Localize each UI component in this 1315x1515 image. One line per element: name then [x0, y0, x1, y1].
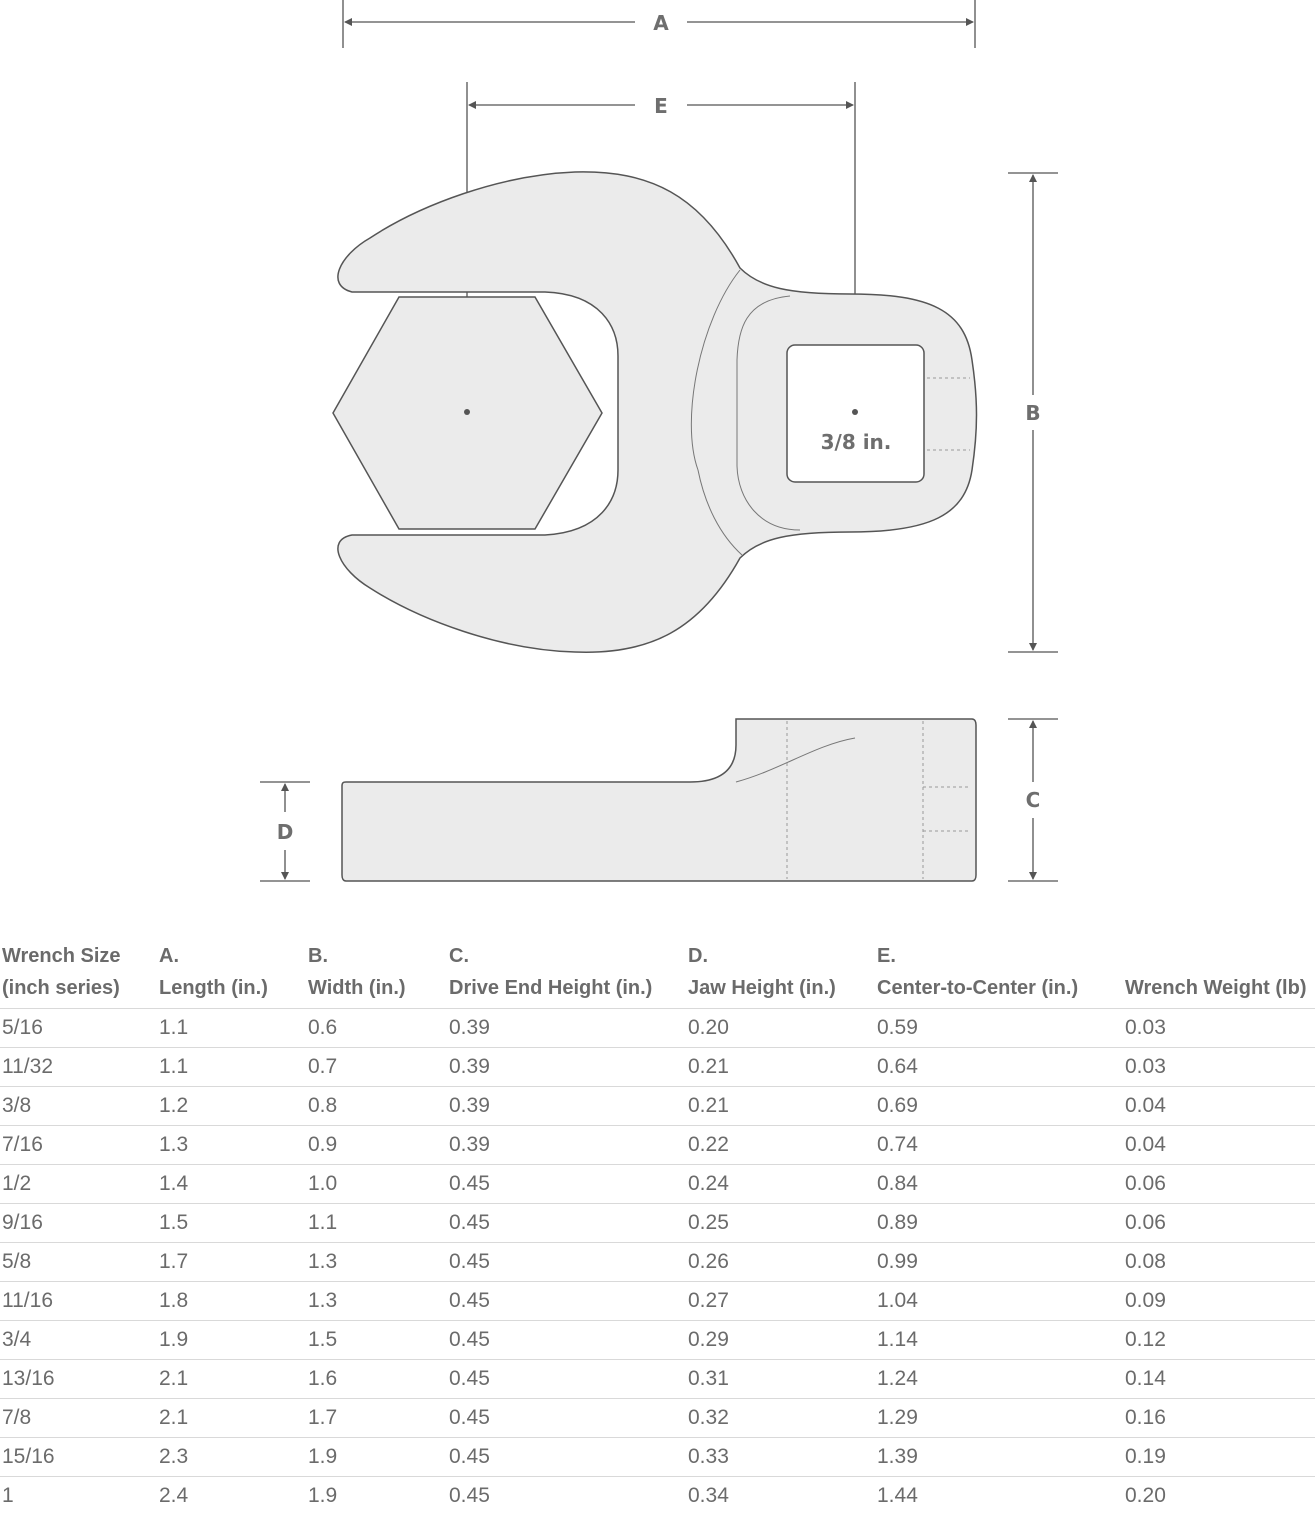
- table-cell: 0.26: [686, 1243, 875, 1282]
- table-cell: 0.45: [447, 1282, 686, 1321]
- table-cell: 1.29: [875, 1399, 1123, 1438]
- table-cell: 0.64: [875, 1048, 1123, 1087]
- table-cell: 1.9: [306, 1477, 447, 1515]
- table-cell: 0.21: [686, 1048, 875, 1087]
- table-cell: 1.7: [157, 1243, 306, 1282]
- table-cell: 0.04: [1123, 1087, 1315, 1126]
- table-cell: 1.0: [306, 1165, 447, 1204]
- table-cell: 0.12: [1123, 1321, 1315, 1360]
- table-cell: 1.1: [157, 1009, 306, 1048]
- table-cell: 2.1: [157, 1399, 306, 1438]
- table-cell: 0.20: [686, 1009, 875, 1048]
- table-cell: 0.03: [1123, 1009, 1315, 1048]
- table-cell: 0.45: [447, 1360, 686, 1399]
- table-cell: 1.3: [306, 1282, 447, 1321]
- header-jaw-height: D. Jaw Height (in.): [686, 940, 875, 1009]
- table-row: [0, 1360, 1315, 1399]
- table-cell: 2.4: [157, 1477, 306, 1515]
- table-cell: 1.3: [157, 1126, 306, 1165]
- drive-size-label: 3/8 in.: [821, 430, 892, 454]
- table-cell: 11/32: [0, 1048, 157, 1087]
- table-cell: 0.32: [686, 1399, 875, 1438]
- dimension-b: [1008, 173, 1058, 652]
- table-row: [0, 1048, 1315, 1087]
- table-cell: 1.5: [306, 1321, 447, 1360]
- table-header-row: [0, 940, 1315, 1009]
- header-width: B. Width (in.): [306, 940, 447, 1009]
- table-row: [0, 1087, 1315, 1126]
- table-cell: 0.45: [447, 1165, 686, 1204]
- table-cell: 15/16: [0, 1438, 157, 1477]
- dimension-c-label: C: [1026, 788, 1041, 812]
- table-row: [0, 1204, 1315, 1243]
- table-row: [0, 1165, 1315, 1204]
- table-cell: 0.08: [1123, 1243, 1315, 1282]
- table-cell: 0.06: [1123, 1204, 1315, 1243]
- table-cell: 7/16: [0, 1126, 157, 1165]
- header-center-to-center: E. Center-to-Center (in.): [875, 940, 1123, 1009]
- table-cell: 0.59: [875, 1009, 1123, 1048]
- table-row: [0, 1477, 1315, 1515]
- table-cell: 7/8: [0, 1399, 157, 1438]
- dimension-d: [260, 782, 310, 881]
- header-drive-end-height: C. Drive End Height (in.): [447, 940, 686, 1009]
- table-cell: 2.1: [157, 1360, 306, 1399]
- table-cell: 0.39: [447, 1126, 686, 1165]
- table-cell: 0.29: [686, 1321, 875, 1360]
- table-cell: 1.5: [157, 1204, 306, 1243]
- table-cell: 0.45: [447, 1204, 686, 1243]
- table-cell: 3/8: [0, 1087, 157, 1126]
- table-cell: 0.06: [1123, 1165, 1315, 1204]
- table-cell: 0.39: [447, 1087, 686, 1126]
- table-cell: 1.1: [157, 1048, 306, 1087]
- table-cell: 0.45: [447, 1321, 686, 1360]
- table-cell: 0.16: [1123, 1399, 1315, 1438]
- table-cell: 0.39: [447, 1048, 686, 1087]
- table-cell: 1.9: [306, 1438, 447, 1477]
- table-cell: 1.7: [306, 1399, 447, 1438]
- table-row: [0, 1321, 1315, 1360]
- table-cell: 2.3: [157, 1438, 306, 1477]
- table-cell: 0.22: [686, 1126, 875, 1165]
- table-cell: 0.6: [306, 1009, 447, 1048]
- table-cell: 9/16: [0, 1204, 157, 1243]
- table-cell: 0.74: [875, 1126, 1123, 1165]
- table-cell: 1.4: [157, 1165, 306, 1204]
- table-cell: 1.39: [875, 1438, 1123, 1477]
- table-cell: 0.27: [686, 1282, 875, 1321]
- table-cell: 0.14: [1123, 1360, 1315, 1399]
- table-cell: 1.9: [157, 1321, 306, 1360]
- table-cell: 1/2: [0, 1165, 157, 1204]
- table-row: [0, 1438, 1315, 1477]
- table-row: [0, 1399, 1315, 1438]
- header-length: A. Length (in.): [157, 940, 306, 1009]
- table-row: [0, 1009, 1315, 1048]
- table-cell: 0.09: [1123, 1282, 1315, 1321]
- table-cell: 0.45: [447, 1477, 686, 1515]
- table-cell: 0.04: [1123, 1126, 1315, 1165]
- table-cell: 0.03: [1123, 1048, 1315, 1087]
- specification-table: [0, 940, 1315, 1515]
- table-cell: 0.99: [875, 1243, 1123, 1282]
- table-cell: 3/4: [0, 1321, 157, 1360]
- table-cell: 1.2: [157, 1087, 306, 1126]
- table-cell: 1: [0, 1477, 157, 1515]
- table-cell: 1.14: [875, 1321, 1123, 1360]
- table-cell: 0.39: [447, 1009, 686, 1048]
- dimension-a-label: A: [653, 11, 669, 35]
- dimension-a: [343, 0, 975, 48]
- wrench-top-view: [333, 172, 977, 652]
- dimension-e-label: E: [654, 94, 668, 118]
- table-cell: 0.33: [686, 1438, 875, 1477]
- table-cell: 11/16: [0, 1282, 157, 1321]
- table-cell: 1.3: [306, 1243, 447, 1282]
- table-row: [0, 1282, 1315, 1321]
- wrench-side-view: [342, 719, 976, 881]
- table-cell: 0.69: [875, 1087, 1123, 1126]
- table-cell: 0.84: [875, 1165, 1123, 1204]
- table-cell: 5/16: [0, 1009, 157, 1048]
- table-cell: 0.45: [447, 1243, 686, 1282]
- table-cell: 0.45: [447, 1399, 686, 1438]
- table-cell: 1.04: [875, 1282, 1123, 1321]
- dimension-c: [1008, 719, 1058, 881]
- table-cell: 0.21: [686, 1087, 875, 1126]
- table-cell: 0.31: [686, 1360, 875, 1399]
- table-cell: 1.44: [875, 1477, 1123, 1515]
- table-cell: 13/16: [0, 1360, 157, 1399]
- table-cell: 1.6: [306, 1360, 447, 1399]
- table-cell: 1.1: [306, 1204, 447, 1243]
- table-cell: 0.45: [447, 1438, 686, 1477]
- table-cell: 0.25: [686, 1204, 875, 1243]
- table-cell: 1.24: [875, 1360, 1123, 1399]
- header-wrench-weight: Wrench Weight (lb): [1123, 940, 1315, 1009]
- table-cell: 0.19: [1123, 1438, 1315, 1477]
- table-cell: 0.89: [875, 1204, 1123, 1243]
- table-cell: 0.24: [686, 1165, 875, 1204]
- table-cell: 0.20: [1123, 1477, 1315, 1515]
- table-cell: 0.7: [306, 1048, 447, 1087]
- table-cell: 1.8: [157, 1282, 306, 1321]
- header-wrench-size: Wrench Size (inch series): [0, 940, 157, 1009]
- table-row: [0, 1126, 1315, 1165]
- table-cell: 0.34: [686, 1477, 875, 1515]
- table-cell: 0.9: [306, 1126, 447, 1165]
- table-row: [0, 1243, 1315, 1282]
- table-body: [0, 1009, 1315, 1515]
- dimension-b-label: B: [1025, 401, 1040, 425]
- table-cell: 0.8: [306, 1087, 447, 1126]
- dimension-d-label: D: [277, 820, 294, 844]
- table-cell: 5/8: [0, 1243, 157, 1282]
